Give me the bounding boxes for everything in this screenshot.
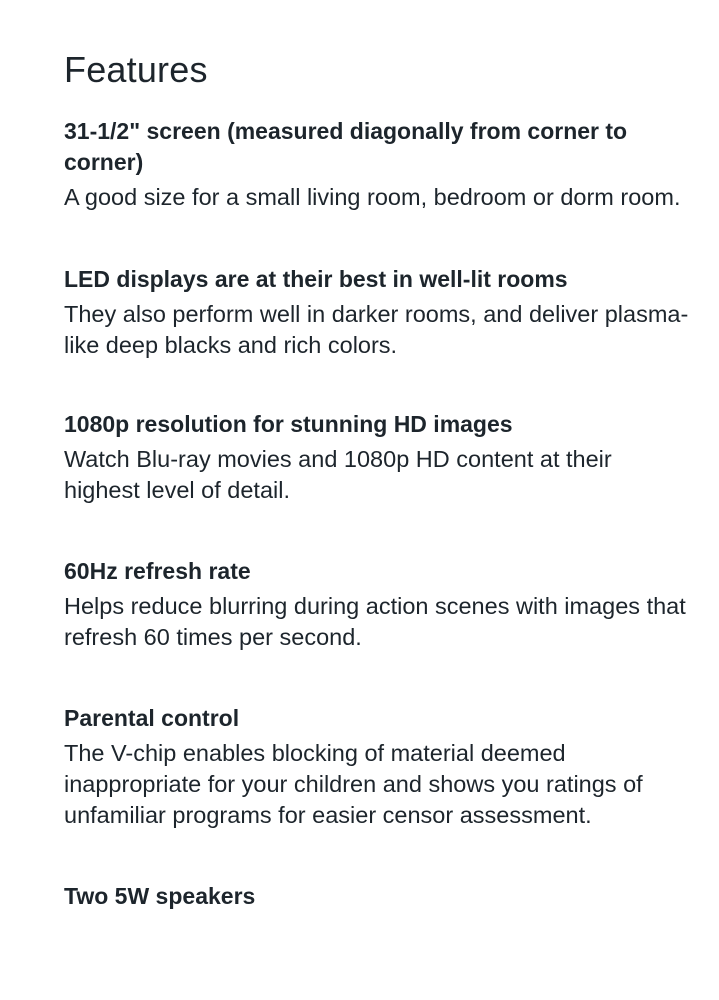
- feature-item-led-display: [64, 264, 694, 361]
- features-panel: [64, 48, 694, 912]
- feature-item-speakers: [64, 881, 694, 912]
- feature-list: [64, 116, 694, 912]
- feature-item-refresh-rate: [64, 556, 694, 653]
- feature-item-resolution: [64, 409, 694, 506]
- features-heading: Features: [64, 49, 208, 90]
- feature-description: Helps reduce blurring during action scenes with images that refresh 60 times per second.: [64, 593, 686, 650]
- feature-title: Two 5W speakers: [64, 883, 256, 909]
- feature-title: 60Hz refresh rate: [64, 558, 251, 584]
- feature-title: 1080p resolution for stunning HD images: [64, 411, 513, 437]
- feature-item-screen-size: [64, 116, 694, 213]
- feature-title: Parental control: [64, 705, 240, 731]
- feature-item-parental-control: [64, 703, 694, 831]
- feature-description: They also perform well in darker rooms, and deliver plasma-like deep blacks and rich colors.: [64, 301, 689, 358]
- feature-title: LED displays are at their best in well-lit rooms: [64, 266, 568, 292]
- feature-description: The V-chip enables blocking of material deemed inappropriate for your children and shows you ratings of unfamiliar programs for easier censor assessment.: [64, 740, 643, 828]
- feature-description: A good size for a small living room, bedroom or dorm room.: [64, 184, 681, 210]
- feature-title: 31-1/2" screen (measured diagonally from corner to corner): [64, 118, 628, 175]
- feature-description: Watch Blu-ray movies and 1080p HD content at their highest level of detail.: [64, 446, 612, 503]
